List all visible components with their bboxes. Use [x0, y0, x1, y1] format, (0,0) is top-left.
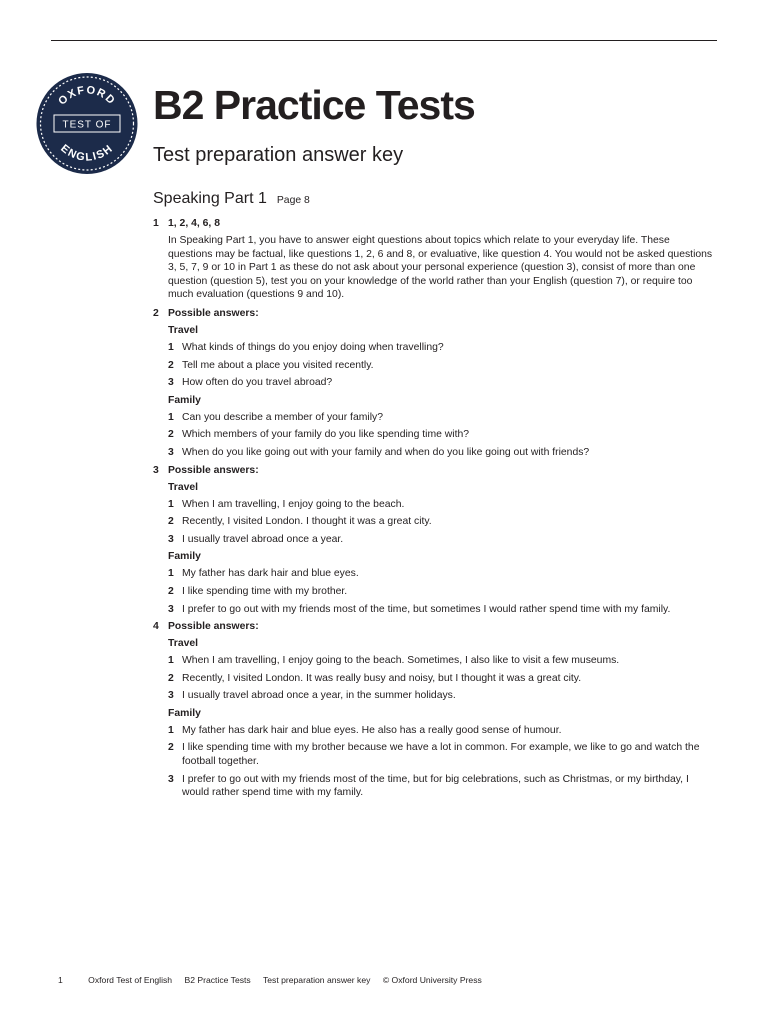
- item-text: I prefer to go out with my friends most of the time, but for big celebrations, such as Christmas, or my birthday, I would rather spend time with my family.: [182, 773, 689, 799]
- seal-top-text: OXFORD: [56, 84, 118, 108]
- section-page-ref: Page 8: [276, 195, 310, 206]
- list-item: [168, 688, 713, 703]
- question-4-label: [153, 619, 713, 636]
- section-title: Speaking Part 1: [153, 190, 267, 207]
- item-number: 1: [168, 655, 174, 667]
- group-heading-family: Family: [168, 551, 201, 563]
- item-text: My father has dark hair and blue eyes.: [182, 568, 359, 580]
- item-number: 2: [168, 429, 174, 441]
- item-number: 3: [168, 533, 174, 545]
- footer-document: B2 Practice Tests: [184, 975, 251, 985]
- footer-copyright: © Oxford University Press: [382, 975, 482, 985]
- page-title: B2 Practice Tests: [153, 82, 475, 128]
- list-item: [168, 445, 713, 460]
- question-number: 3: [153, 464, 159, 476]
- item-number: 1: [168, 341, 174, 353]
- question-label-text: Possible answers:: [168, 307, 259, 319]
- item-text: How often do you travel abroad?: [182, 377, 333, 389]
- list-item: [168, 410, 713, 425]
- list-item: [168, 566, 713, 581]
- item-number: 3: [168, 446, 174, 458]
- item-text: I prefer to go out with my friends most of the time, but sometimes I would rather spend time with my family.: [182, 603, 671, 615]
- section-heading: [153, 192, 713, 216]
- seal-middle-text: TEST OF: [62, 119, 112, 131]
- item-number: 2: [168, 585, 174, 597]
- list-item: [168, 497, 713, 512]
- list-item: [168, 375, 713, 390]
- answer-key-content: [153, 192, 713, 803]
- question-label-text: Possible answers:: [168, 621, 259, 633]
- item-text: Which members of your family do you like spending time with?: [182, 429, 470, 441]
- item-number: 2: [168, 359, 174, 371]
- list-item: [168, 358, 713, 373]
- footer-section: Test preparation answer key: [262, 975, 371, 985]
- item-text: I usually travel abroad once a year, in the summer holidays.: [182, 690, 456, 702]
- list-item: [168, 514, 713, 529]
- item-number: 3: [168, 690, 174, 702]
- list-item: [168, 723, 713, 738]
- group-heading-family: Family: [168, 707, 201, 719]
- group-heading-travel: Travel: [168, 638, 199, 650]
- item-text: What kinds of things do you enjoy doing when travelling?: [182, 341, 444, 353]
- item-number: 3: [168, 603, 174, 615]
- item-text: Recently, I visited London. I thought it was a great city.: [182, 516, 432, 528]
- list-item: [168, 772, 713, 800]
- item-number: 2: [168, 516, 174, 528]
- footer-page-number: 1: [58, 975, 63, 985]
- item-text: Recently, I visited London. It was really busy and noisy, but I thought it was a great city.: [182, 672, 582, 684]
- item-number: 3: [168, 773, 174, 785]
- item-text: When do you like going out with your family and when do you like going out with friends?: [182, 446, 590, 458]
- item-number: 1: [168, 498, 174, 510]
- question-1-answer: 1, 2, 4, 6, 8: [168, 218, 220, 229]
- item-text: My father has dark hair and blue eyes. He also has a really good sense of humour.: [182, 724, 562, 736]
- item-number: 2: [168, 672, 174, 684]
- question-3-label: [153, 463, 713, 480]
- question-1-explanation: In Speaking Part 1, you have to answer eight questions about topics which relate to your everyday life. These questions may be factual, like questions 1, 2, 6 and 8, or evaluative, like question 4. You would not be asked questions 3, 5, 7, 9 or 10 in Part 1 as these do not ask about your personal experience (question 3), consist of more than one question (question 5), test you on your knowledge of the world rather than your English (question 7), or require too much evaluation (questions 9 and 10).: [168, 235, 713, 301]
- oxford-test-of-english-seal: [34, 73, 140, 174]
- item-text: Can you describe a member of your family?: [182, 411, 383, 423]
- item-text: I usually travel abroad once a year.: [182, 533, 344, 545]
- question-number: 2: [153, 307, 159, 319]
- group-heading-travel: Travel: [168, 324, 199, 336]
- footer-brand: Oxford Test of English: [88, 975, 173, 985]
- question-number: 4: [153, 621, 159, 633]
- item-text: Tell me about a place you visited recently.: [182, 359, 374, 371]
- item-number: 1: [168, 568, 174, 580]
- list-item: [168, 671, 713, 686]
- list-item: [168, 653, 713, 668]
- item-number: 2: [168, 742, 174, 754]
- page-subtitle: Test preparation answer key: [153, 144, 404, 166]
- list-item: [168, 602, 713, 617]
- list-item: [168, 740, 713, 768]
- item-text: I like spending time with my brother.: [182, 585, 348, 597]
- list-item: [168, 584, 713, 599]
- list-item: [168, 340, 713, 355]
- top-rule: [51, 40, 717, 41]
- item-number: 1: [168, 724, 174, 736]
- seal-bottom-text: ENGLISH: [58, 142, 116, 164]
- list-item: [168, 532, 713, 547]
- item-text: I like spending time with my brother because we have a lot in common. For example, we like to go and watch the football together.: [182, 742, 700, 768]
- question-2-label: [153, 306, 713, 323]
- group-heading-family: Family: [168, 394, 201, 406]
- question-number: 1: [153, 218, 159, 229]
- group-heading-travel: Travel: [168, 481, 199, 493]
- list-item: [168, 427, 713, 442]
- item-text: When I am travelling, I enjoy going to the beach. Sometimes, I also like to visit a few museums.: [182, 655, 620, 667]
- page-footer: [58, 975, 492, 985]
- item-number: 3: [168, 377, 174, 389]
- question-1-label: [153, 216, 713, 233]
- item-number: 1: [168, 411, 174, 423]
- item-text: When I am travelling, I enjoy going to the beach.: [182, 498, 405, 510]
- question-label-text: Possible answers:: [168, 464, 259, 476]
